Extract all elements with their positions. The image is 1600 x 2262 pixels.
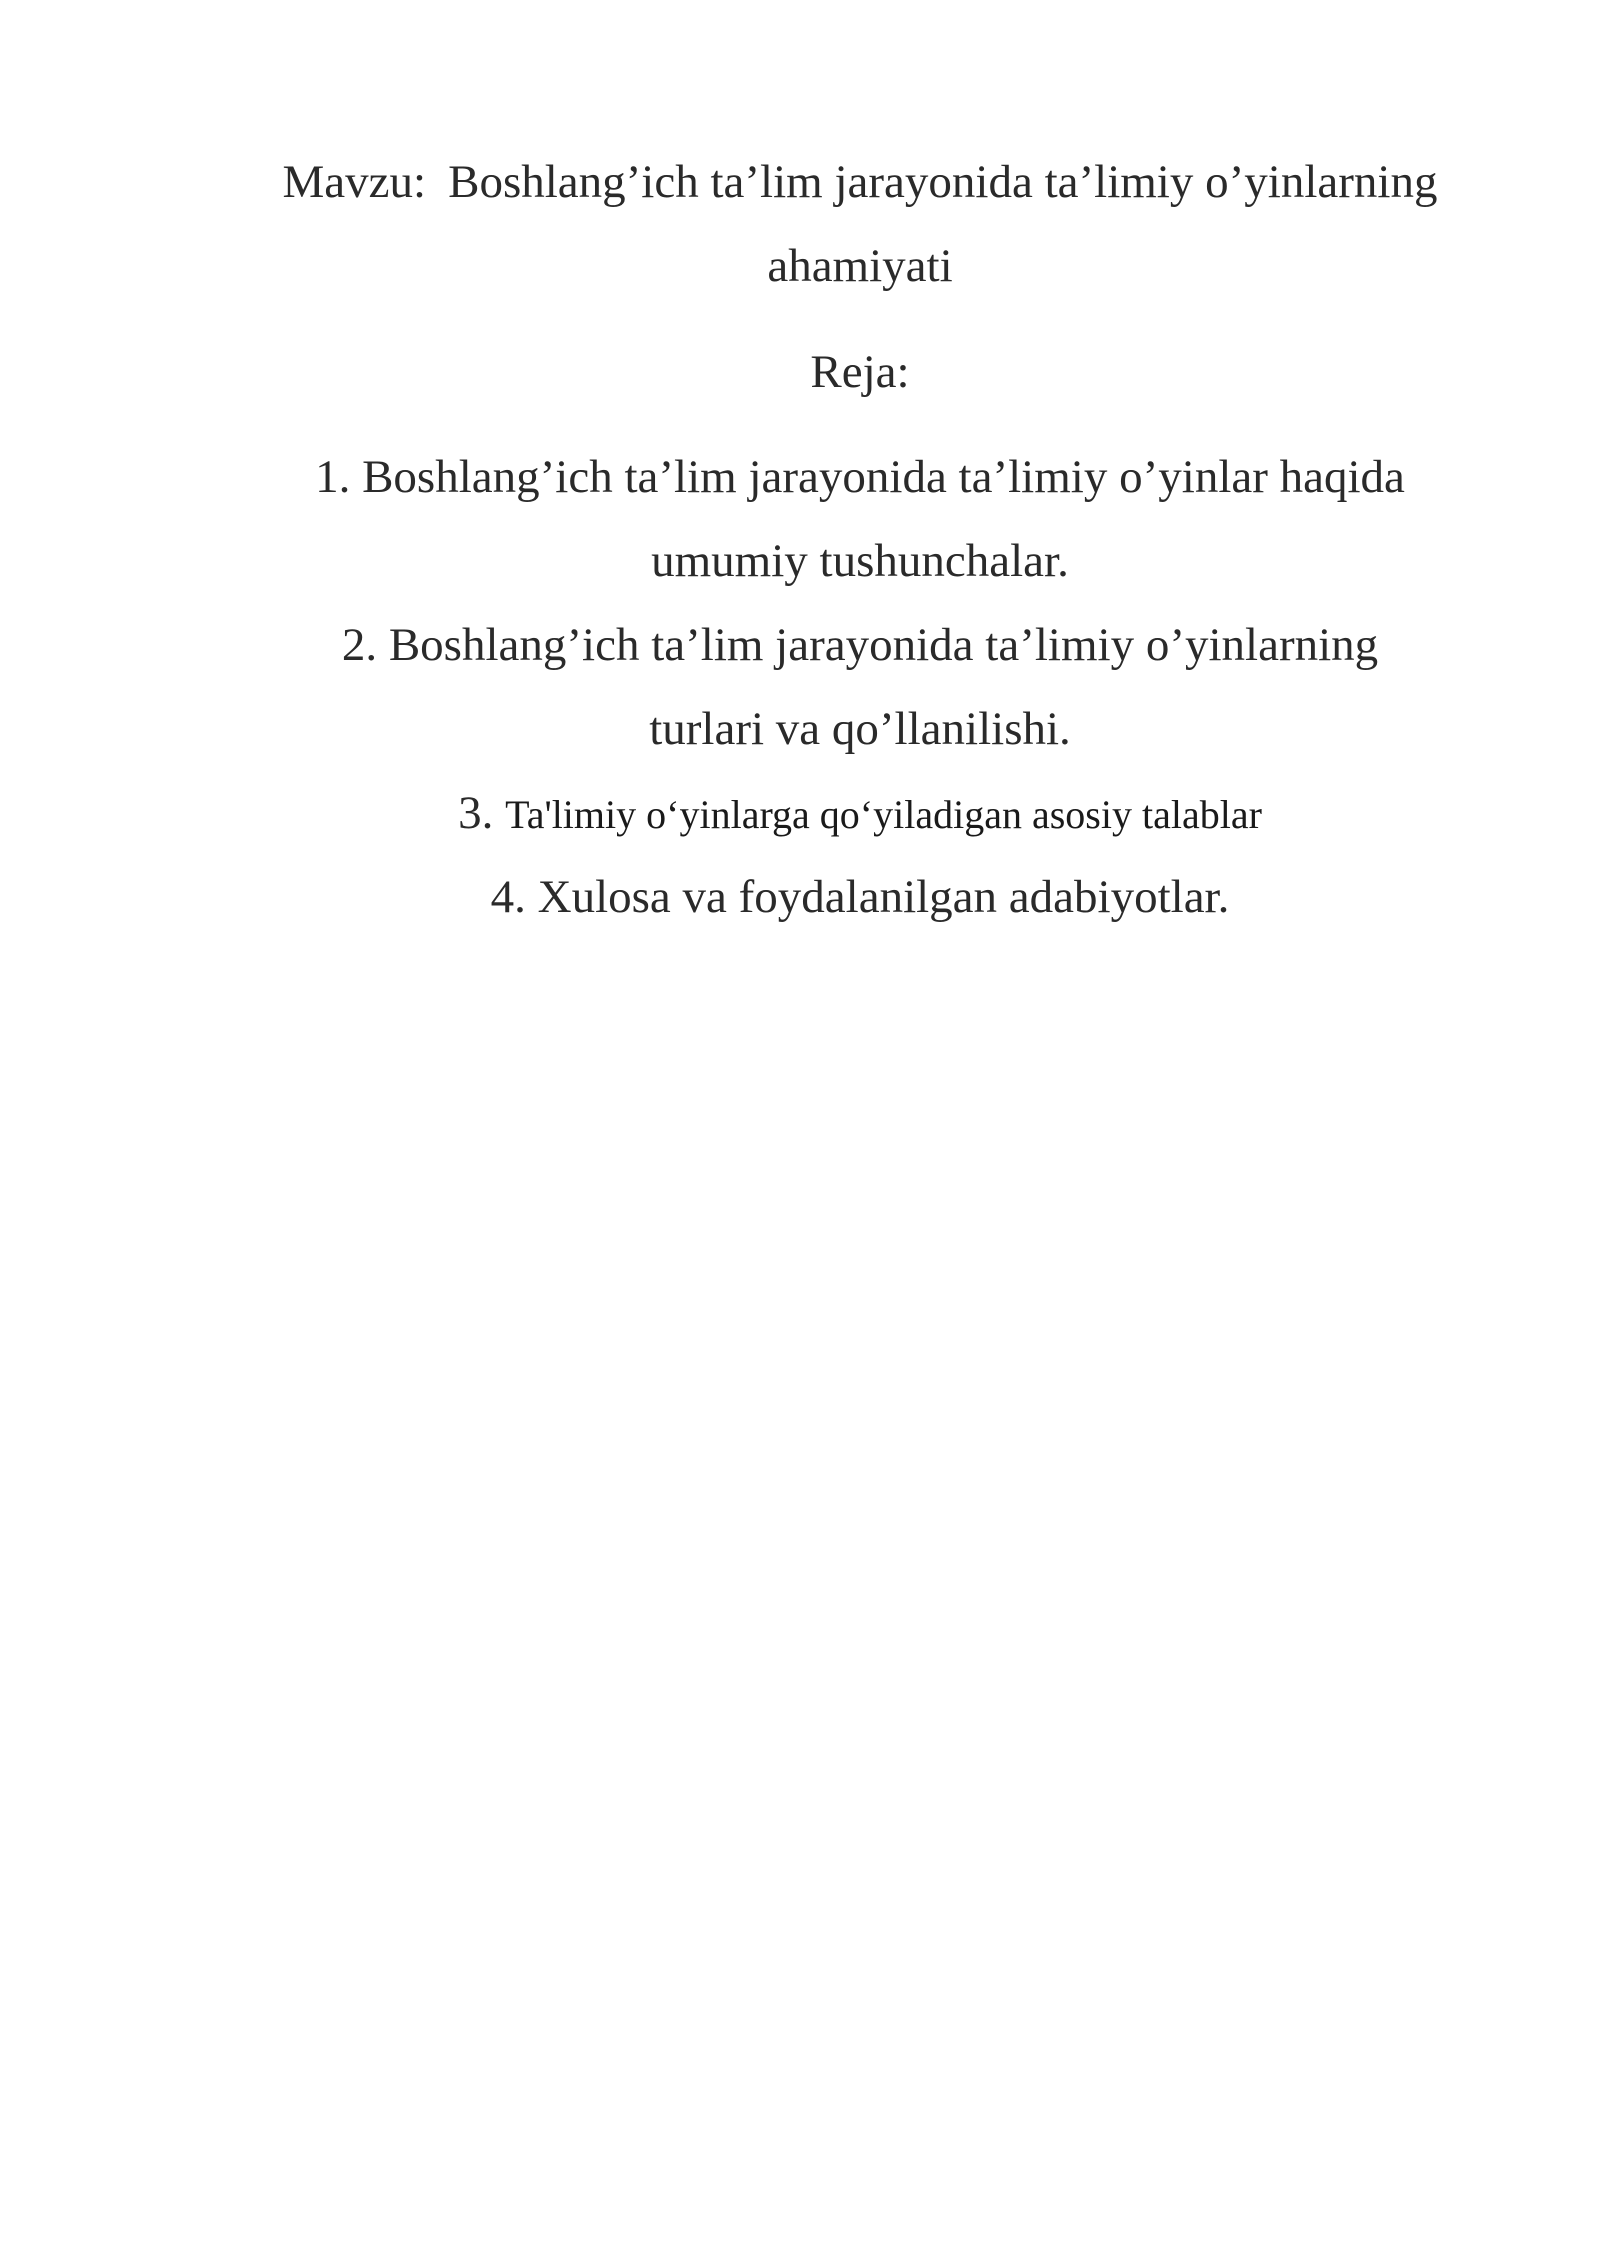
- plan-item-1-line-2: umumiy tushunchalar.: [651, 535, 1069, 587]
- plan-heading: Reja:: [810, 346, 910, 398]
- title-line-1: [283, 156, 1438, 208]
- plan-item-text: Boshlang’ich ta’lim jarayonida ta’limiy o’yinlarning: [388, 619, 1379, 671]
- plan-item-3: [240, 771, 1480, 857]
- plan-item-text: Xulosa va foydalanilgan adabiyotlar.: [537, 871, 1230, 923]
- plan-item-text: Ta'limiy o‘yinlarga qo‘yiladigan asosiy talablar: [505, 792, 1262, 837]
- plan-item-number: 4.: [490, 871, 526, 923]
- plan-item-4: [240, 855, 1480, 939]
- plan-item-4-line-1: [240, 855, 1480, 939]
- plan-item-text: Boshlang’ich ta’lim jarayonida ta’limiy o’yinlar haqida: [362, 451, 1405, 503]
- plan-item-2: [240, 603, 1480, 771]
- plan-item-2-line-1: [240, 603, 1480, 687]
- plan-item-1: [240, 435, 1480, 603]
- page-title: [240, 140, 1480, 308]
- plan-item-number: 1.: [315, 451, 351, 503]
- plan-item-number: 2.: [341, 619, 378, 671]
- plan-item-1-line-1: [240, 435, 1480, 519]
- title-line-2: ahamiyati: [767, 240, 953, 292]
- topic-label: Mavzu:: [282, 156, 427, 208]
- plan-item-3-line-1: [240, 771, 1480, 857]
- plan-item-2-line-2: turlari va qo’llanilishi.: [649, 703, 1071, 755]
- topic-title-text: Boshlang’ich ta’lim jarayonida ta’limiy o’yinlarning: [448, 156, 1438, 208]
- plan-item-number: 3.: [458, 787, 494, 839]
